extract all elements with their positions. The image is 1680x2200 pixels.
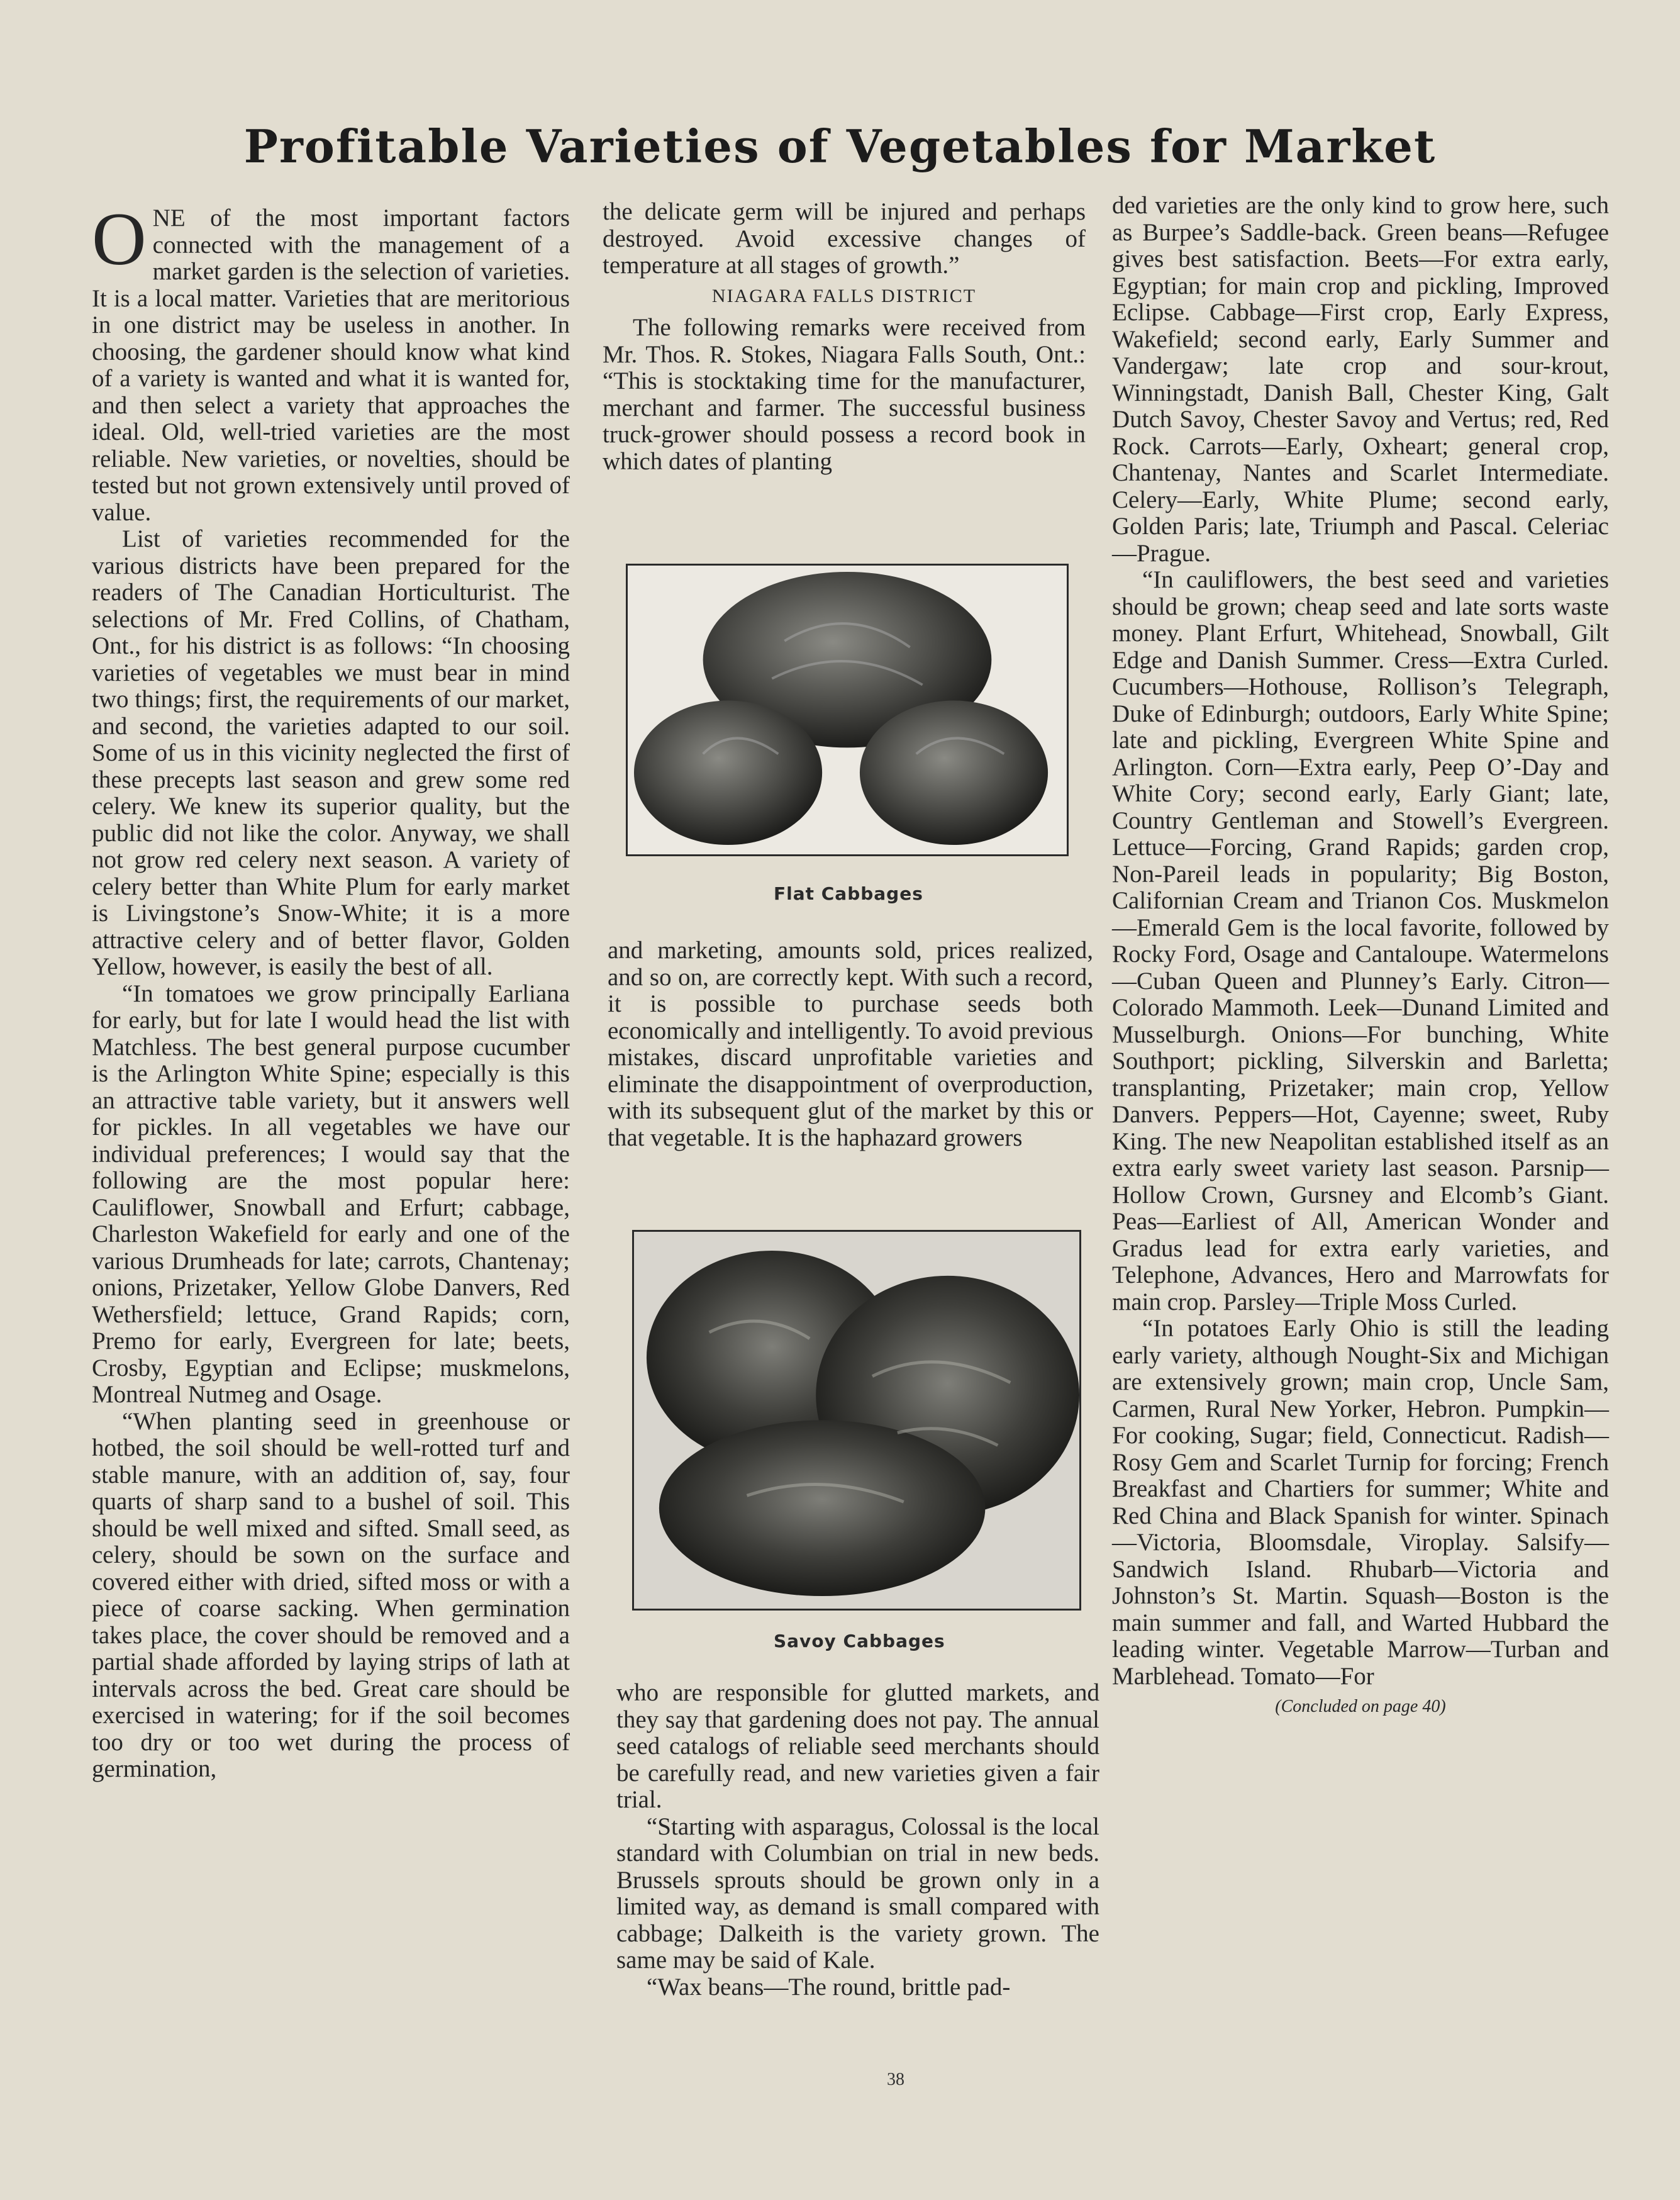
column-2-top: [603, 199, 1086, 475]
section-heading: NIAGARA FALLS DISTRICT: [711, 285, 977, 306]
paragraph-germination: the delicate germ will be injured and perhaps destroyed. Avoid excessive changes of temperature at all stages of growth.”: [603, 198, 1086, 279]
paragraph-planting: “When planting seed in greenhouse or hotbed, the soil should be well-rotted turf and stable manure, with an addition of, say, four quarts of sharp sand to a bushel of soil. This should be well mixed and sifted. Small seed, as celery, should be sown on the surface and covered either with dried, sifted moss or with a piece of coarse sacking. When germination takes place, the cover should be removed and a partial shade afforded by laying strips of lath at intervals across the bed. Great care should be exercised in watering; for if the soil becomes too dry or too wet during the process of germination,: [92, 1407, 570, 1782]
paragraph-intro: [92, 197, 570, 526]
column-3: [1112, 193, 1609, 1721]
drop-cap: O: [92, 197, 147, 281]
paragraph-niagara: The following remarks were received from Mr. Thos. R. Stokes, Niagara Falls South, Ont.: “This is stocktaking time for the manufacturer, merchant and farmer. The successful business truck-grower should possess a record book in which dates of planting: [603, 314, 1086, 475]
paragraph-asparagus: “Starting with asparagus, Colossal is the local standard with Columbian on trial in new beds. Brussels sprouts should be grown only in a limited way, as demand is small compared with cabbage; Dalkeith is the variety grown. The same may be said of Kale.: [616, 1812, 1099, 1974]
paragraph-tomatoes: “In tomatoes we grow principally Earliana for early, but for late I would head the list with Matchless. The best general purpose cucumber is the Arlington White Spine; especially is this an attractive table variety, but it answers well for pickles. In all vegetables we have our individual preferences; I would say that the following are the most popular here: Cauliflower, Snowball and Erfurt; cabbage, Charleston Wakefield for early and one of the various Drumheads for late; carrots, Chantenay; onions, Prizetaker, Yellow Globe Danvers, Red Wethersfield; lettuce, Grand Rapids; corn, Premo for early, Evergreen for late; beets, Crosby, Egyptian and Eclipse; muskmelons, Montreal Nutmeg and Osage.: [92, 980, 570, 1408]
paragraph-cauliflowers: “In cauliflowers, the best seed and varieties should be grown; cheap seed and late sorts waste money. Plant Erfurt, Whitehead, Snowball, Gilt Edge and Danish Summer. Cress—Extra Curled. Cucumbers—Hothouse, Rollison’s Telegraph, Duke of Edinburgh; outdoors, Early White Spine; late and pickling, Evergreen White Spine and Arlington. Corn—Extra early, Peep O’-Day and White Cory; second early, Early Giant; late, Country Gentleman and Stowell’s Evergreen. Lettuce—Forcing, Grand Rapids; garden crop, Non-Pareil leads in popularity; Big Boston, Californian Cream and Trianon Cos. Muskmelon—Emerald Gem is the local favorite, followed by Rocky Ford, Osage and Cantaloupe. Watermelons—Cuban Queen and Plunney’s Early. Citron—Colorado Mammoth. Leek—Dunand Limited and Musselburgh. Onions—For bunching, White Southport; pickling, Silverskin and Barletta; transplanting, Prizetaker; main crop, Yellow Danvers. Peppers—Hot, Cayenne; sweet, Ruby King. The new Neapolitan established itself as an extra early sweet variety last season. Parsnip—Hollow Crown, Gursney and Elcomb’s Giant. Peas—Earliest of All, American Wonder and Gradus lead for extra early varieties, and Telephone, Advances, Hero and Marrowfats for main crop. Parsley—Triple Moss Curled.: [1112, 566, 1609, 1315]
paragraph-marketing: and marketing, amounts sold, prices realized, and so on, are correctly kept. With such a record, it is possible to purchase seeds both economically and intelligently. To avoid previous mistakes, discard unprofitable varieties and eliminate the disappointment of overproduction, with its subsequent glut of the market by this or that vegetable. It is the haphazard growers: [608, 937, 1093, 1151]
flat-cabbages-caption: Flat Cabbages: [774, 883, 923, 904]
page-title: Profitable Varieties of Vegetables for Market: [243, 120, 1437, 173]
savoy-cabbages-caption: Savoy Cabbages: [774, 1631, 945, 1651]
column-2-middle: [608, 937, 1093, 1151]
flat-cabbages-photo: [626, 564, 1069, 856]
page-number: 38: [887, 2070, 904, 2089]
paragraph-chatham: List of varieties recommended for the various districts have been prepared for the readers of The Canadian Horticulturist. The selections of Mr. Fred Collins, of Chatham, Ont., for his district is as follows: “In choosing varieties of vegetables we must bear in mind two things; first, the requirements of our market, and second, the varieties adapted to our soil. Some of us in this vicinity neglected the first of these precepts last season and grew some red celery. We knew its superior quality, but the public did not like the color. Anyway, we shall not grow red celery next season. A variety of celery better than White Plum for early market is Livingstone’s Snow-White; it is a more attractive celery and of better flavor, Golden Yellow, however, is easily the best of all.: [92, 525, 570, 980]
paragraph-seed-catalogs: who are responsible for glutted markets, and they say that gardening does not pay. The annual seed catalogs of reliable seed merchants should be carefully read, and new varieties given a fair trial.: [616, 1679, 1099, 1813]
continued-note: (Concluded on page 40): [1275, 1697, 1446, 1716]
column-1: [92, 197, 570, 1783]
intro-text: NE of the most important factors connected with the management of a market garden is the selection of varieties. It is a local matter. Varieties that are meritorious in one district may be useless in another. In choosing, the gardener should know what kind of a variety is wanted and what it is wanted for, and then select a variety that approaches the ideal. Old, well-tried varieties are the most reliable. New varieties, or novelties, should be tested but not grown extensively until proved of value.: [92, 204, 570, 526]
paragraph-wax-beans: “Wax beans—The round, brittle pad-: [647, 1973, 1011, 2001]
column-2-bottom: [616, 1680, 1099, 2001]
paragraph-beans-celery: ded varieties are the only kind to grow here, such as Burpee’s Saddle-back. Green beans—Refugee gives best satisfaction. Beets—For extra early, Egyptian; for main crop and pickling, Improved Eclipse. Cabbage—First crop, Early Express, Wakefield; second early, Early Summer and Vandergaw; late crop and sour-krout, Winningstadt, Danish Ball, Chester King, Galt Dutch Savoy, Chester Savoy and Vertus; red, Red Rock. Carrots—Early, Oxheart; general crop, Chantenay, Nantes and Scarlet Intermediate. Celery—Early, White Plume; second early, Golden Paris; late, Triumph and Pascal. Celeriac—Prague.: [1112, 192, 1609, 567]
paragraph-potatoes: “In potatoes Early Ohio is still the leading early variety, although Nought-Six and Michigan are extensively grown; main crop, Uncle Sam, Carmen, Rural New Yorker, Hebron. Pumpkin—For cooking, Sugar; field, Connecticut. Radish—Rosy Gem and Scarlet Turnip for forcing; French Breakfast and Chartiers for summer; White and Red China and Black Spanish for winter. Spinach—Victoria, Bloomsdale, Viroplay. Salsify—Sandwich Island. Rhubarb—Victoria and Johnston’s St. Martin. Squash—Boston is the main summer and fall, and Warted Hubbard the leading winter. Vegetable Marrow—Turban and Marblehead. Tomato—For: [1112, 1315, 1609, 1690]
savoy-cabbages-photo: [632, 1230, 1081, 1611]
